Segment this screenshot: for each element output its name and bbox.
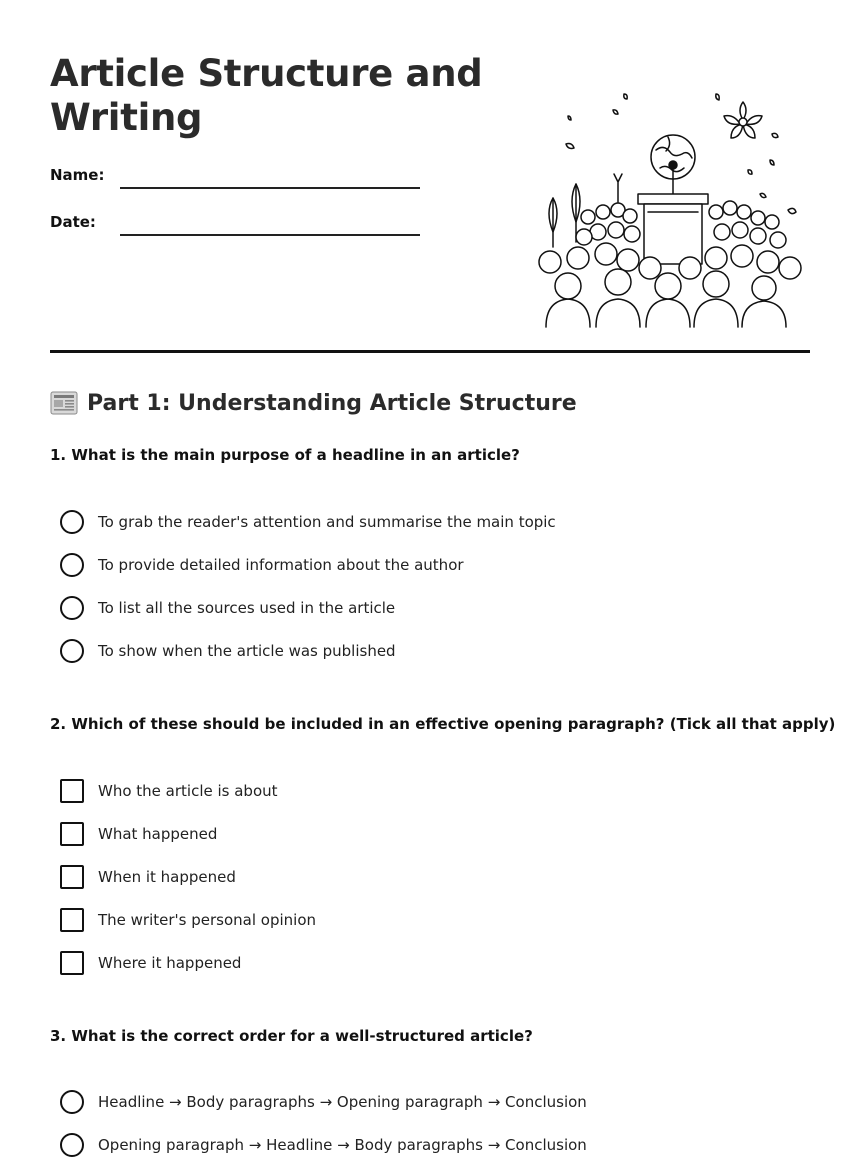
question-3: 3. What is the correct order for a well-structured article? xyxy=(50,1027,533,1045)
q3-option-1[interactable] xyxy=(60,1089,587,1115)
q2-option-4[interactable] xyxy=(60,907,316,933)
checkbox[interactable] xyxy=(60,865,84,889)
q2-option-2[interactable] xyxy=(60,821,217,847)
checkbox[interactable] xyxy=(60,822,84,846)
date-field[interactable] xyxy=(120,234,420,236)
option-label: When it happened xyxy=(98,868,236,886)
speaker-podium-audience-illustration xyxy=(528,82,808,332)
header-divider xyxy=(50,350,810,353)
q2-option-3[interactable] xyxy=(60,864,236,890)
option-label: To show when the article was published xyxy=(98,642,396,660)
option-label: The writer's personal opinion xyxy=(98,911,317,929)
page-title: Article Structure and Writing xyxy=(50,52,483,139)
name-field[interactable] xyxy=(120,187,420,189)
option-label: Who the article is about xyxy=(98,782,278,800)
checkbox[interactable] xyxy=(60,908,84,932)
q2-option-1[interactable] xyxy=(60,778,278,804)
q1-option-2[interactable] xyxy=(60,552,464,578)
radio-button[interactable] xyxy=(60,510,84,534)
question-2: 2. Which of these should be included in an effective opening paragraph? (Tick all that apply) xyxy=(50,715,836,733)
radio-button[interactable] xyxy=(60,553,84,577)
radio-button[interactable] xyxy=(60,639,84,663)
question-1: 1. What is the main purpose of a headline in an article? xyxy=(50,446,520,464)
option-label: What happened xyxy=(98,825,218,843)
option-label: To list all the sources used in the article xyxy=(98,599,396,617)
radio-button[interactable] xyxy=(60,1090,84,1114)
q1-option-3[interactable] xyxy=(60,595,395,621)
option-label: Opening paragraph → Headline → Body paragraphs → Conclusion xyxy=(98,1136,587,1154)
radio-button[interactable] xyxy=(60,1133,84,1157)
option-label: Headline → Body paragraphs → Opening paragraph → Conclusion xyxy=(98,1093,587,1111)
option-label: To grab the reader's attention and summarise the main topic xyxy=(98,513,556,531)
section-title-text: Part 1: Understanding Article Structure xyxy=(87,390,577,416)
newspaper-icon xyxy=(50,390,78,416)
option-label: To provide detailed information about the author xyxy=(98,556,464,574)
q3-option-2[interactable] xyxy=(60,1132,587,1158)
option-label: Where it happened xyxy=(98,954,242,972)
radio-button[interactable] xyxy=(60,596,84,620)
q1-option-4[interactable] xyxy=(60,638,396,664)
section-title-part1 xyxy=(50,390,577,416)
checkbox[interactable] xyxy=(60,951,84,975)
name-label: Name: xyxy=(50,166,105,184)
checkbox[interactable] xyxy=(60,779,84,803)
q2-option-5[interactable] xyxy=(60,950,241,976)
q1-option-1[interactable] xyxy=(60,509,556,535)
date-label: Date: xyxy=(50,213,96,231)
